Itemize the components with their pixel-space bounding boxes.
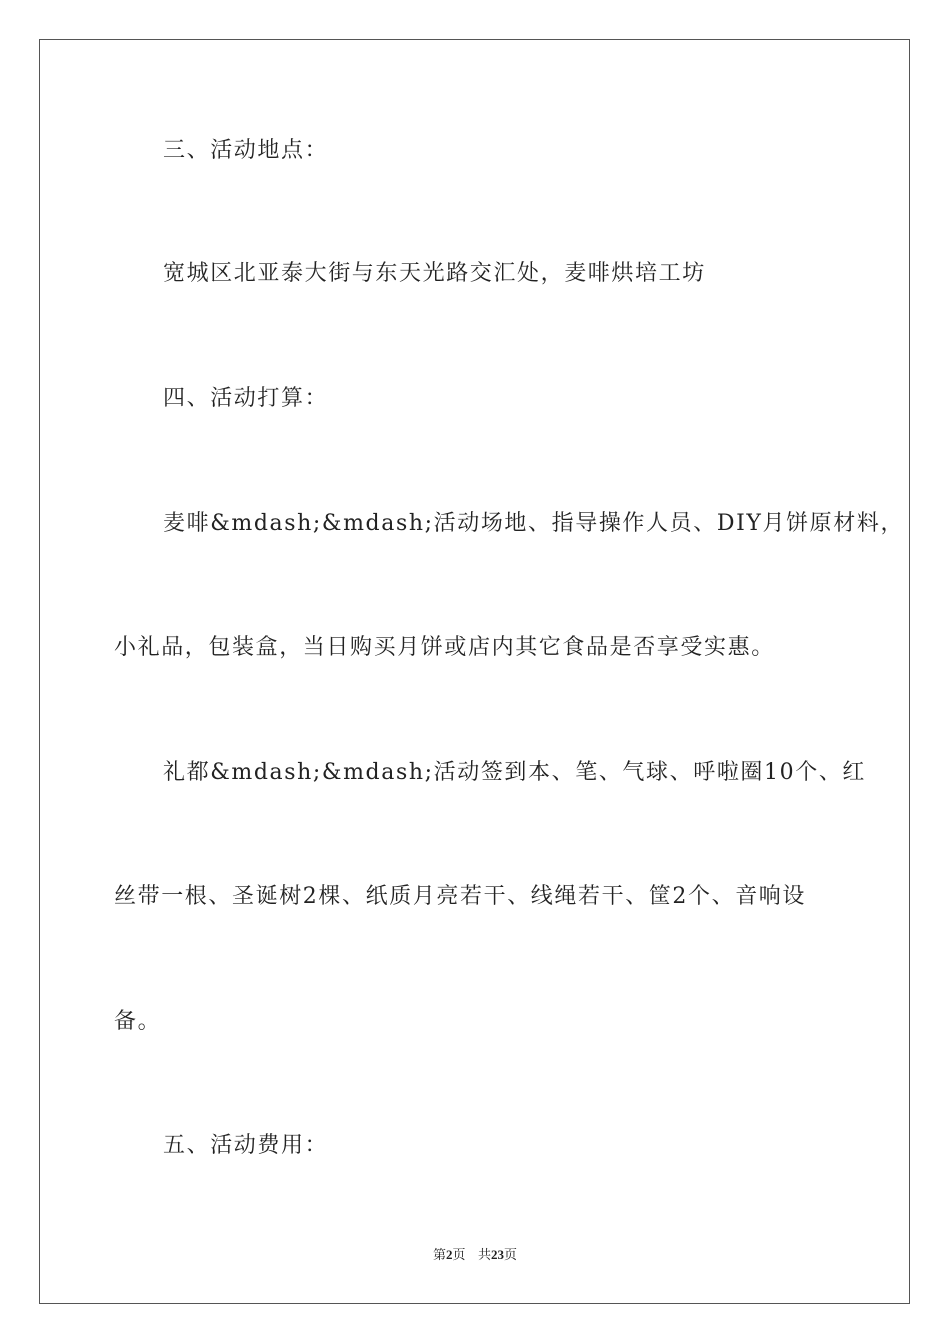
paragraph-line: 备。 (114, 1009, 162, 1034)
section-heading-plan: 四、活动打算： (163, 386, 329, 411)
paragraph-line: 宽城区北亚泰大街与东天光路交汇处，麦啡烘培工坊 (163, 261, 706, 286)
paragraph-line: 丝带一根、圣诞树2棵、纸质月亮若干、线绳若干、筐2个、音响设 (114, 884, 806, 909)
paragraph-line: 礼都&mdash;&mdash;活动签到本、笔、气球、呼啦圈10个、红 (163, 760, 867, 785)
section-heading-cost: 五、活动费用： (163, 1133, 329, 1158)
footer-page-prefix: 第 (433, 1248, 447, 1263)
footer-total-pages: 23 (490, 1247, 504, 1262)
page-border (39, 39, 910, 1304)
footer-page-number: 2 (446, 1247, 453, 1262)
paragraph-line: 小礼品，包装盒，当日购买月饼或店内其它食品是否享受实惠。 (114, 635, 775, 660)
section-heading-location: 三、活动地点： (163, 138, 329, 163)
paragraph-line: 麦啡&mdash;&mdash;活动场地、指导操作人员、DIY月饼原材料， (163, 511, 905, 536)
page-footer (0, 1245, 950, 1266)
footer-page-suffix: 页 (452, 1248, 466, 1263)
footer-total-prefix: 共 (477, 1248, 491, 1263)
footer-total-suffix: 页 (503, 1248, 517, 1263)
